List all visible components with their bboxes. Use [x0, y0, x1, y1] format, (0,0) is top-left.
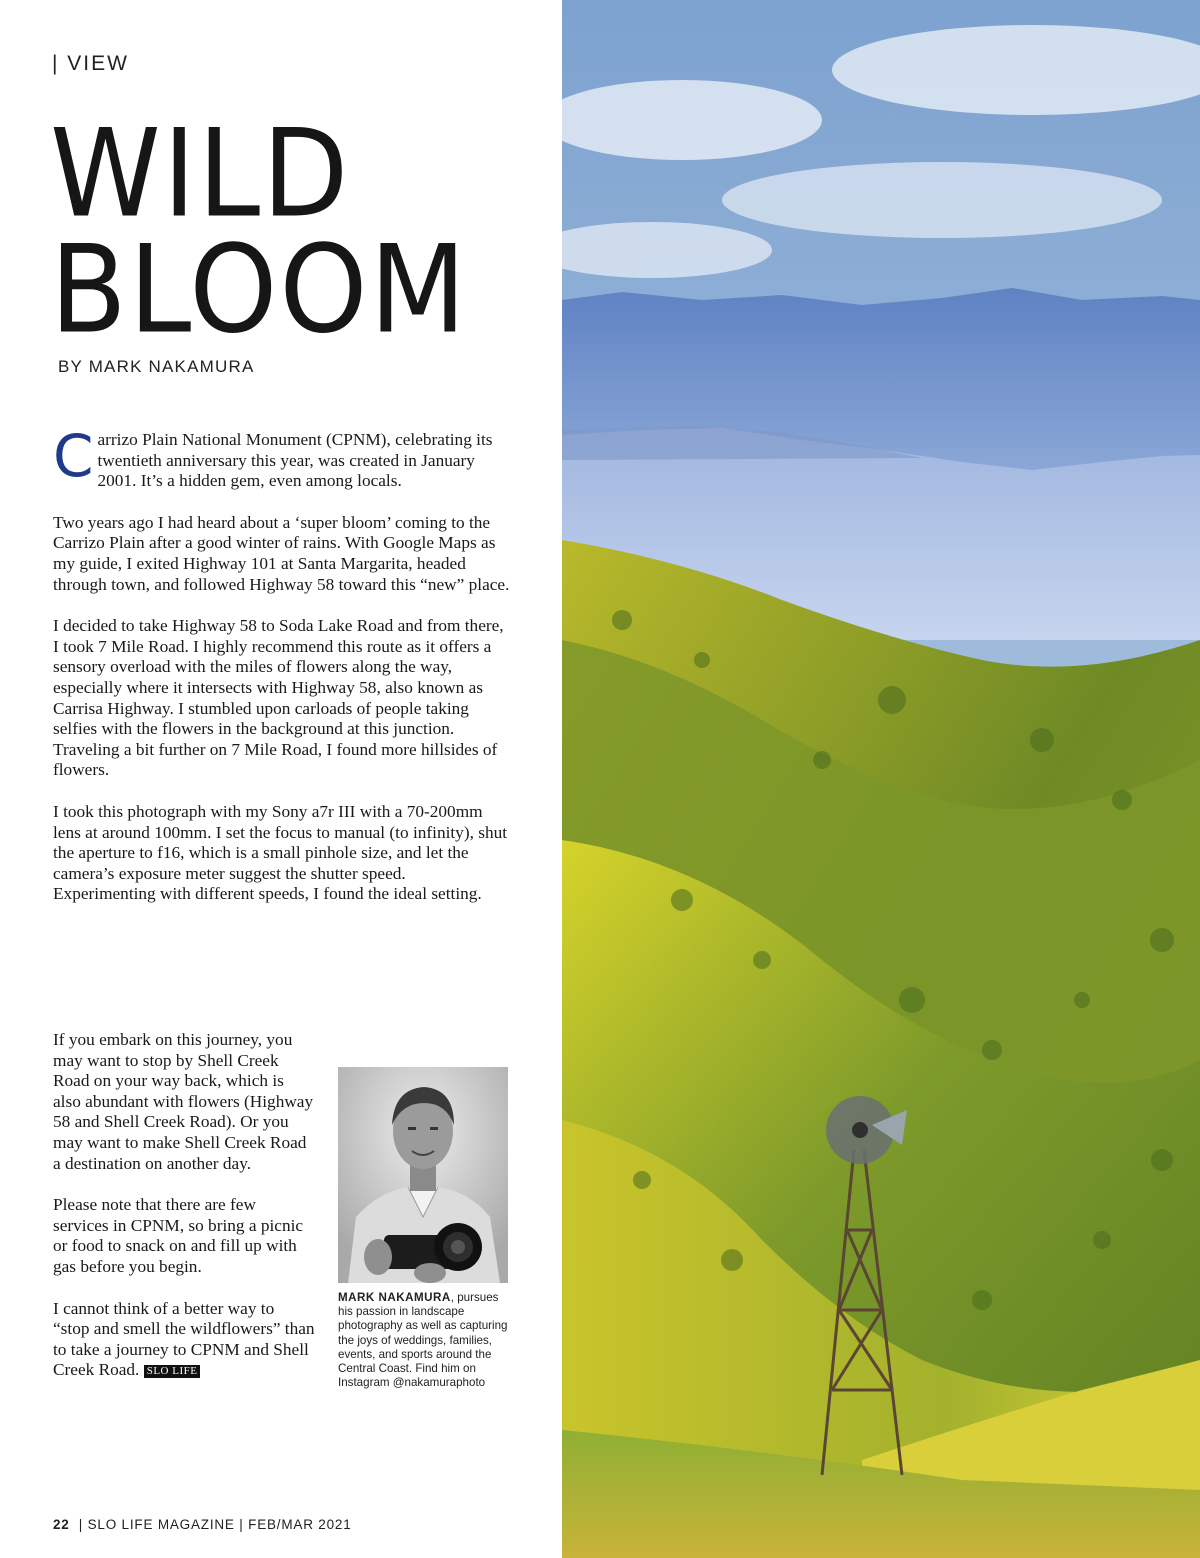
paragraph-4: I took this photograph with my Sony a7r III with a 70-200mm lens at around 100mm. I set the focus to manual (to infinity), shut the aperture to f16, which is a small pinhole size, and let the camera’s exposure meter suggest the shutter speed. Experimenting with different speeds, I found the ideal setting.: [53, 801, 508, 904]
title-line-1: WILD: [50, 104, 351, 245]
page-footer: [53, 1517, 352, 1532]
drop-cap: C: [53, 422, 94, 490]
paragraph-6: Please note that there are few services in CPNM, so bring a picnic or food to snack on and fill up with gas before you begin.: [53, 1195, 304, 1276]
article-body-narrow: [53, 1030, 315, 1402]
author-bio-text: , pursues his passion in landscape photography as well as capturing the joys of weddings, families, events, and sports around the Central Coast. Find him on Instagram @nakamuraphoto: [338, 1291, 508, 1390]
author-bio: [338, 1291, 516, 1390]
paragraph-1: [53, 422, 511, 492]
article-body: [53, 422, 511, 926]
article-column: [0, 0, 562, 1558]
paragraph-2: Two years ago I had heard about a ‘super bloom’ coming to the Carrizo Plain after a good winter of rains. With Google Maps as my guide, I exited Highway 101 at Santa Margarita, headed through town, and followed Highway 58 toward this “new” place.: [53, 512, 510, 594]
author-portrait-image: [338, 1067, 508, 1283]
paragraph-7: [53, 1299, 315, 1381]
author-name: MARK NAKAMURA: [338, 1291, 451, 1304]
byline: BY MARK NAKAMURA: [58, 357, 255, 376]
paragraph-1-text: arrizo Plain National Monument (CPNM), celebrating its twentieth anniversary this year, was created in January 2001. It’s a hidden gem, even among locals.: [97, 430, 493, 491]
issue-date: FEB/MAR 2021: [248, 1517, 352, 1532]
end-badge: SLO LIFE: [144, 1365, 201, 1378]
paragraph-3: I decided to take Highway 58 to Soda Lake Road and from there, I took 7 Mile Road. I highly recommend this route as it offers a sensory overload with the miles of flowers along the way, especially where it intersects with Highway 58, also known as Carrisa Highway. I stumbled upon carloads of people taking selfies with the flowers in the background at this junction. Traveling a bit further on 7 Mile Road, I found more hillsides of flowers.: [53, 616, 504, 780]
paragraph-7-text: I cannot think of a better way to “stop and smell the wildflowers” than to take a journey to CPNM and Shell Creek Road.: [53, 1298, 315, 1380]
title-line-2: BLOOM: [50, 220, 469, 361]
section-label: | VIEW: [52, 52, 129, 75]
author-portrait: [338, 1067, 508, 1283]
page-number: 22: [53, 1517, 70, 1532]
landscape-photo: [562, 0, 1200, 1558]
paragraph-5: If you embark on this journey, you may want to stop by Shell Creek Road on your way back, which is also abundant with flowers (Highway 58 and Shell Creek Road). Or you may want to make Shell Creek Road a destination on another day.: [53, 1030, 314, 1173]
wildflower-hills-image: [562, 0, 1200, 1558]
article-title: [50, 104, 469, 361]
magazine-name: | SLO LIFE MAGAZINE |: [78, 1517, 244, 1532]
